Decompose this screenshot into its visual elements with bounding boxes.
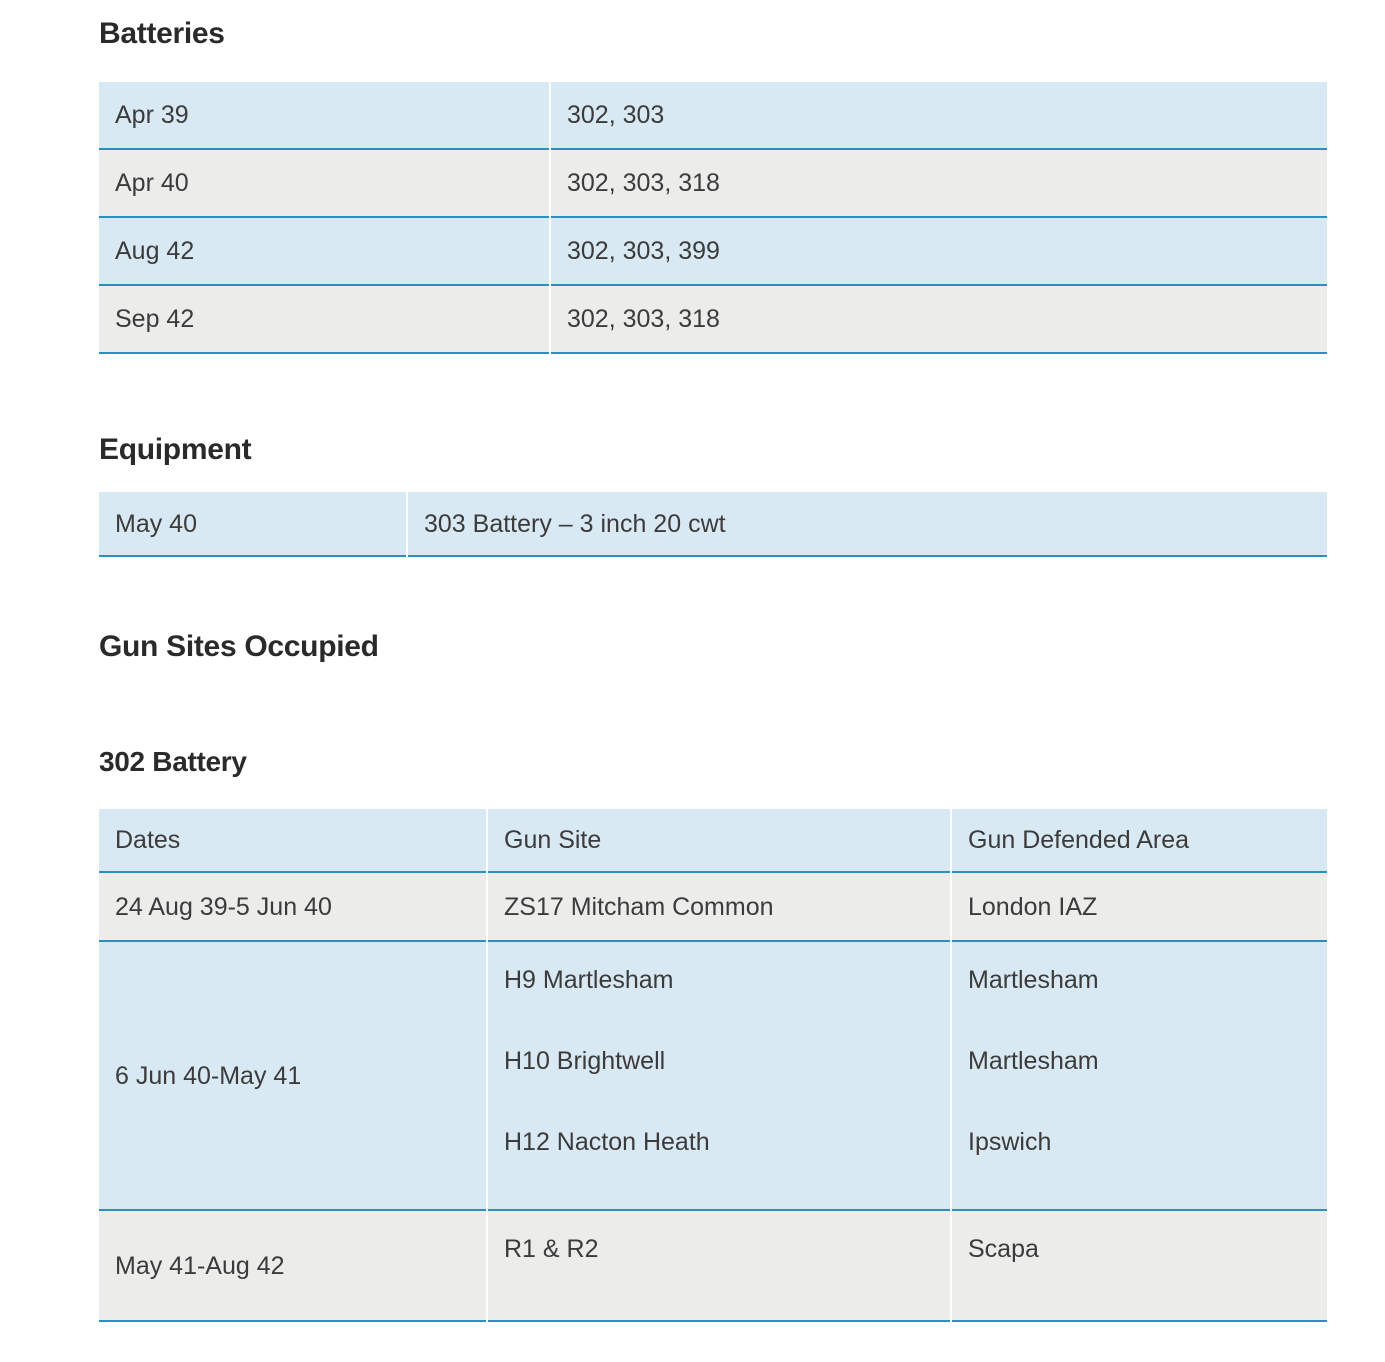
table-row xyxy=(99,492,1327,557)
value-cell: 303 Battery – 3 inch 20 cwt xyxy=(408,492,1327,557)
table-row xyxy=(99,82,1327,150)
gun-site-entry: R1 & R2 xyxy=(504,1235,599,1263)
table-row xyxy=(99,942,1327,1211)
bottom-spacer xyxy=(99,1322,1331,1362)
table-row xyxy=(99,218,1327,286)
gun-site-cell: ZS17 Mitcham Common xyxy=(488,873,950,942)
gun-site-entry: H10 Brightwell xyxy=(504,1047,666,1075)
dates-cell: May 41-Aug 42 xyxy=(99,1211,486,1322)
article-content xyxy=(99,0,1331,1362)
gun-site-entry: H9 Martlesham xyxy=(504,966,674,994)
gun-defended-area-cell xyxy=(952,942,1327,1211)
dates-header-cell: Dates xyxy=(99,809,486,873)
equipment-table xyxy=(97,492,1329,557)
gun-defended-area-cell xyxy=(952,1211,1327,1322)
dates-cell: 6 Jun 40-May 41 xyxy=(99,942,486,1211)
gun-sites-table xyxy=(97,809,1329,1322)
gun-defended-area-header-cell: Gun Defended Area xyxy=(952,809,1327,873)
date-cell: Aug 42 xyxy=(99,218,549,286)
date-cell: Apr 40 xyxy=(99,150,549,218)
value-cell: 302, 303, 399 xyxy=(551,218,1327,286)
gun-defended-area-entry: Scapa xyxy=(968,1235,1039,1263)
gun-defended-area-entry: Martlesham xyxy=(968,1047,1099,1075)
gun-site-entry: H12 Nacton Heath xyxy=(504,1128,710,1156)
batteries-heading: Batteries xyxy=(99,17,225,50)
table-header-row xyxy=(99,809,1327,873)
battery-302-heading: 302 Battery xyxy=(99,746,247,777)
gun-site-cell xyxy=(488,1211,950,1322)
gun-defended-area-entry: Ipswich xyxy=(968,1128,1052,1156)
value-cell: 302, 303, 318 xyxy=(551,150,1327,218)
batteries-table xyxy=(97,82,1329,354)
gun-site-header-cell: Gun Site xyxy=(488,809,950,873)
value-cell: 302, 303 xyxy=(551,82,1327,150)
equipment-heading: Equipment xyxy=(99,433,252,466)
date-cell: May 40 xyxy=(99,492,406,557)
gun-defended-area-entry: Martlesham xyxy=(968,966,1099,994)
value-cell: 302, 303, 318 xyxy=(551,286,1327,354)
table-row xyxy=(99,286,1327,354)
table-row xyxy=(99,873,1327,942)
table-row xyxy=(99,1211,1327,1322)
gun-sites-occupied-heading: Gun Sites Occupied xyxy=(99,630,379,663)
gun-site-cell xyxy=(488,942,950,1211)
table-row xyxy=(99,150,1327,218)
date-cell: Apr 39 xyxy=(99,82,549,150)
dates-cell: 24 Aug 39-5 Jun 40 xyxy=(99,873,486,942)
date-cell: Sep 42 xyxy=(99,286,549,354)
gun-defended-area-cell: London IAZ xyxy=(952,873,1327,942)
